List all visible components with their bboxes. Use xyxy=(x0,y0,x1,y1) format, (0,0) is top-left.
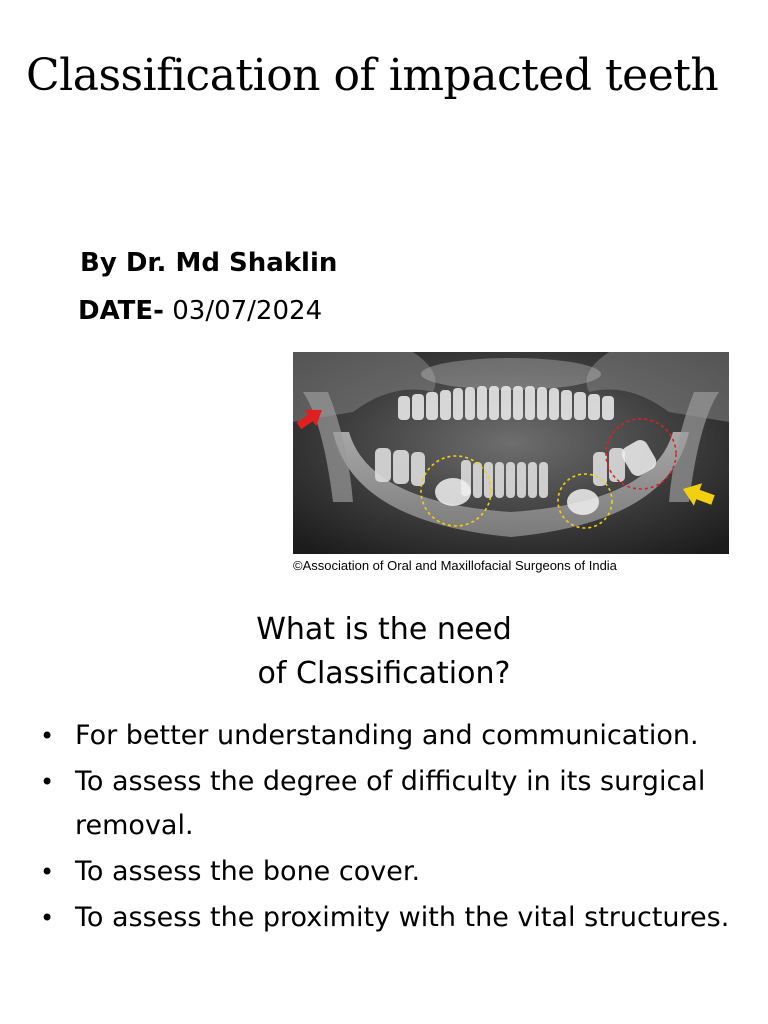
bullet-dot-icon: • xyxy=(40,768,55,796)
image-credit: ©Association of Oral and Maxillofacial Surgeons of India xyxy=(293,558,617,573)
bullet-dot-icon: • xyxy=(40,858,55,886)
author-line: By Dr. Md Shaklin xyxy=(80,248,338,278)
bullet-item xyxy=(40,760,750,848)
bullet-text: To assess the bone cover. xyxy=(75,856,421,887)
slide-title: Classification of impacted teeth xyxy=(26,50,719,101)
date-line xyxy=(78,296,322,326)
bullet-item xyxy=(40,896,750,940)
bullet-text: To assess the degree of difficulty in its surgical removal. xyxy=(75,766,706,841)
bullet-item xyxy=(40,850,750,894)
section-question xyxy=(0,608,768,696)
bullet-dot-icon: • xyxy=(40,904,55,932)
date-label: DATE- xyxy=(78,296,164,326)
bullet-item xyxy=(40,714,750,758)
question-line-2: of Classification? xyxy=(257,656,511,691)
bullet-list xyxy=(40,714,750,942)
bullet-dot-icon: • xyxy=(40,722,55,750)
date-value: 03/07/2024 xyxy=(163,296,323,326)
bullet-text: For better understanding and communication. xyxy=(75,720,699,751)
panoramic-xray-image xyxy=(293,352,729,554)
xray-illustration xyxy=(293,352,729,554)
bullet-text: To assess the proximity with the vital structures. xyxy=(75,902,730,933)
question-line-1: What is the need xyxy=(256,612,512,647)
